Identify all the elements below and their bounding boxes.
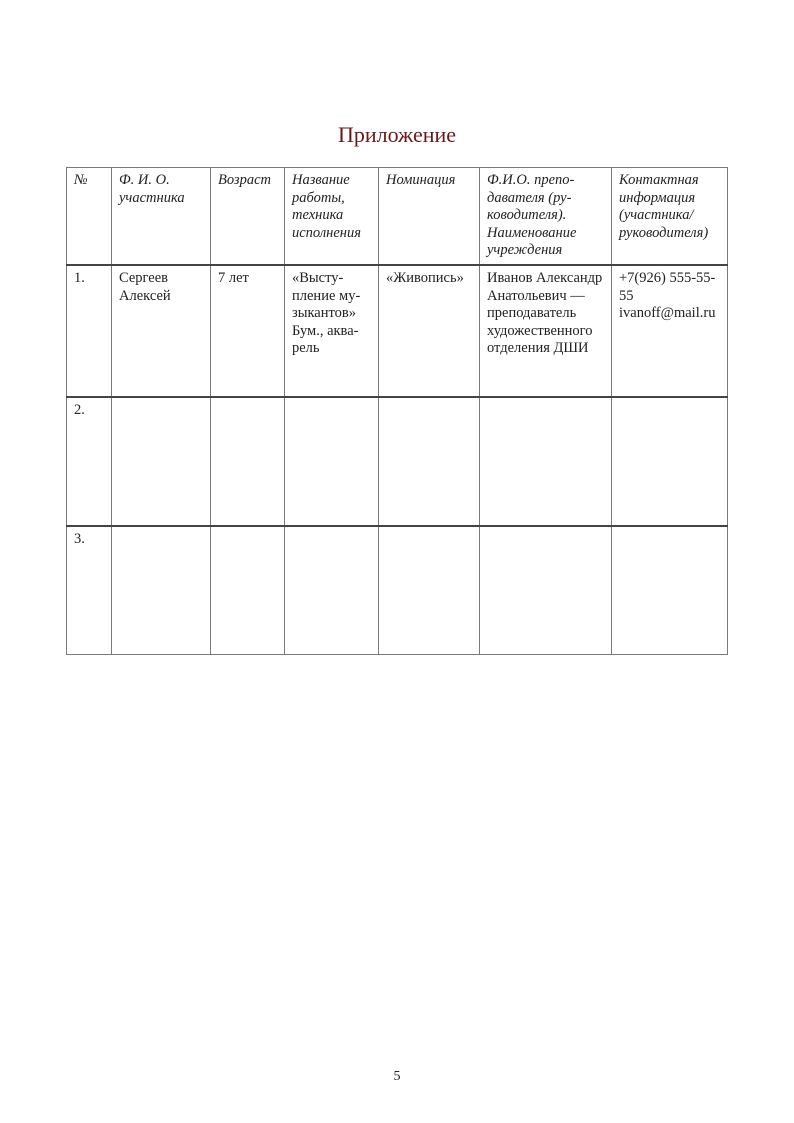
cell-participant-name: Сергеев Алексей [112, 265, 211, 397]
cell-number: 1. [67, 265, 112, 397]
page-number: 5 [393, 1069, 401, 1084]
cell-participant-name [112, 526, 211, 655]
table-row [67, 526, 728, 655]
cell-participant-name [112, 397, 211, 526]
header-contact: Контактная информация (участника/ руководителя) [612, 168, 728, 266]
table-row [67, 397, 728, 526]
header-teacher: Ф.И.О. преподавателя (руководителя). Наименование учреждения [480, 168, 612, 266]
cell-teacher: Иванов Александр Анатольевич — преподаватель художественного отделения ДШИ [480, 265, 612, 397]
cell-contact: +7(926) 555-55-55 ivanoff@mail.ru [612, 265, 728, 397]
cell-number: 2. [67, 397, 112, 526]
application-table [66, 167, 728, 655]
cell-number: 3. [67, 526, 112, 655]
cell-contact [612, 397, 728, 526]
cell-teacher [480, 526, 612, 655]
cell-nomination: «Живопись» [379, 265, 480, 397]
cell-contact [612, 526, 728, 655]
header-number: № [67, 168, 112, 266]
cell-age: 7 лет [211, 265, 285, 397]
table-header-row [67, 168, 728, 266]
cell-age [211, 397, 285, 526]
cell-nomination [379, 397, 480, 526]
cell-age [211, 526, 285, 655]
header-participant-name: Ф. И. О. участника [112, 168, 211, 266]
cell-nomination [379, 526, 480, 655]
cell-work-title: «Выступление музыкантов» Бум., акварель [285, 265, 379, 397]
cell-teacher [480, 397, 612, 526]
table-row [67, 265, 728, 397]
header-nomination: Номинация [379, 168, 480, 266]
page-title: Приложение [337, 122, 457, 147]
cell-work-title [285, 526, 379, 655]
header-age: Возраст [211, 168, 285, 266]
header-work-title: Название работы, техника исполнения [285, 168, 379, 266]
cell-work-title [285, 397, 379, 526]
